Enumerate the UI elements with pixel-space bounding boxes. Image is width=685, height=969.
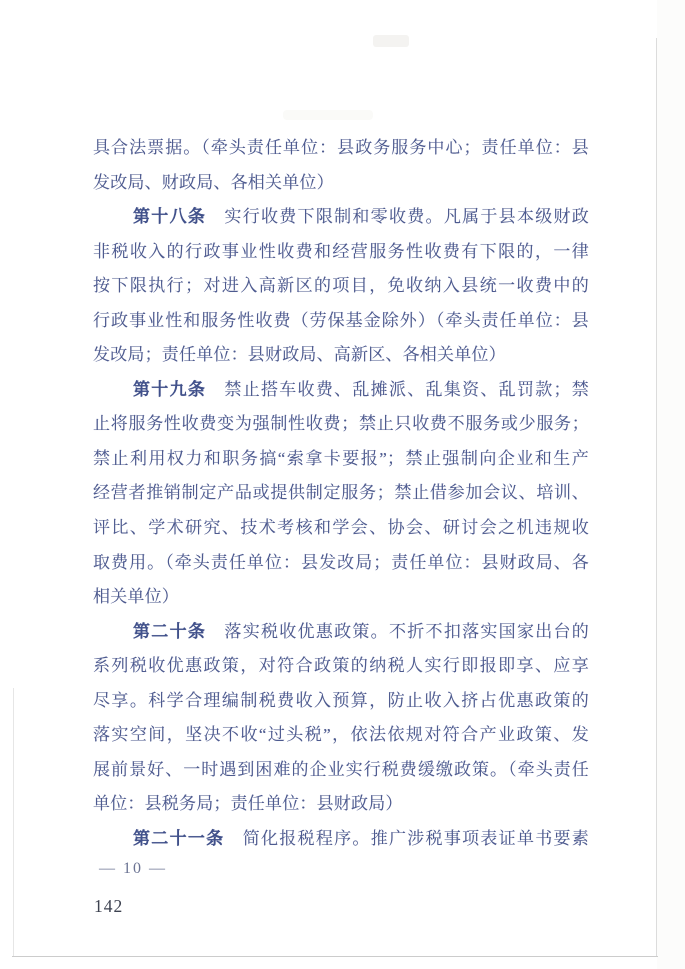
- article-start-line: 第二十条 落实税收优惠政策。不折不扣落实国家出台的: [133, 621, 589, 641]
- article-number: 第二十条: [133, 621, 207, 641]
- text-line: 按下限执行；对进入高新区的项目，免收纳入县统一收费中的: [93, 276, 589, 296]
- article-number: 第二十一条: [133, 828, 225, 848]
- text-line: 行政事业性和服务性收费（劳保基金除外）（牵头责任单位：县: [93, 310, 589, 330]
- text-line: 经营者推销制定产品或提供制定服务；禁止借参加会议、培训、: [93, 483, 589, 503]
- text-line: 展前景好、一时遇到困难的企业实行税费缓缴政策。（牵头责任: [93, 759, 589, 779]
- text-line: 具合法票据。（牵头责任单位：县政务服务中心；责任单位：县: [93, 138, 589, 157]
- article-number: 第十八条: [133, 207, 207, 227]
- text-line: 发改局；责任单位：县财政局、高新区、各相关单位）: [93, 345, 506, 365]
- text-line: 非税收入的行政事业性收费和经营服务性收费有下限的，一律: [93, 241, 589, 261]
- text-line: 禁止利用权力和职务搞“索拿卡要报”；禁止强制向企业和生产: [93, 448, 589, 468]
- article-start-line: 第二十一条 简化报税程序。推广涉税事项表证单书要素: [133, 828, 590, 848]
- page-edge-right: [656, 38, 657, 956]
- text-line: 取费用。（牵头责任单位：县发改局；责任单位：县财政局、各: [93, 552, 589, 572]
- article-number: 第十九条: [133, 379, 207, 399]
- text-line: 单位：县税务局；责任单位：县财政局）: [93, 794, 403, 814]
- document-body: [93, 131, 589, 856]
- page-edge-bottom: [12, 956, 658, 957]
- page-edge-left: [13, 688, 14, 956]
- scan-artifact: [373, 35, 409, 47]
- text-line: 落实空间，坚决不收“过头税”，依法依规对符合产业政策、发: [93, 725, 589, 745]
- text-line: 相关单位）: [93, 587, 179, 607]
- page-number: — 10 —: [99, 860, 167, 877]
- article-start-line: 第十八条 实行收费下限制和零收费。凡属于县本级财政: [133, 207, 589, 227]
- text-line: 止将服务性收费变为强制性收费；禁止只收费不服务或少服务；: [93, 414, 589, 434]
- scan-page-number: 142: [94, 896, 124, 916]
- text-line: 评比、学术研究、技术考核和学会、协会、研讨会之机违规收: [93, 518, 589, 538]
- article-start-line: 第十九条 禁止搭车收费、乱摊派、乱集资、乱罚款；禁: [133, 379, 589, 399]
- text-line: 尽享。科学合理编制税费收入预算，防止收入挤占优惠政策的: [93, 690, 589, 710]
- text-line: 系列税收优惠政策，对符合政策的纳税人实行即报即享、应享: [93, 656, 589, 676]
- text-line: 发改局、财政局、各相关单位）: [93, 172, 334, 192]
- page-edge-margin: [657, 0, 685, 969]
- scan-artifact: [283, 110, 373, 120]
